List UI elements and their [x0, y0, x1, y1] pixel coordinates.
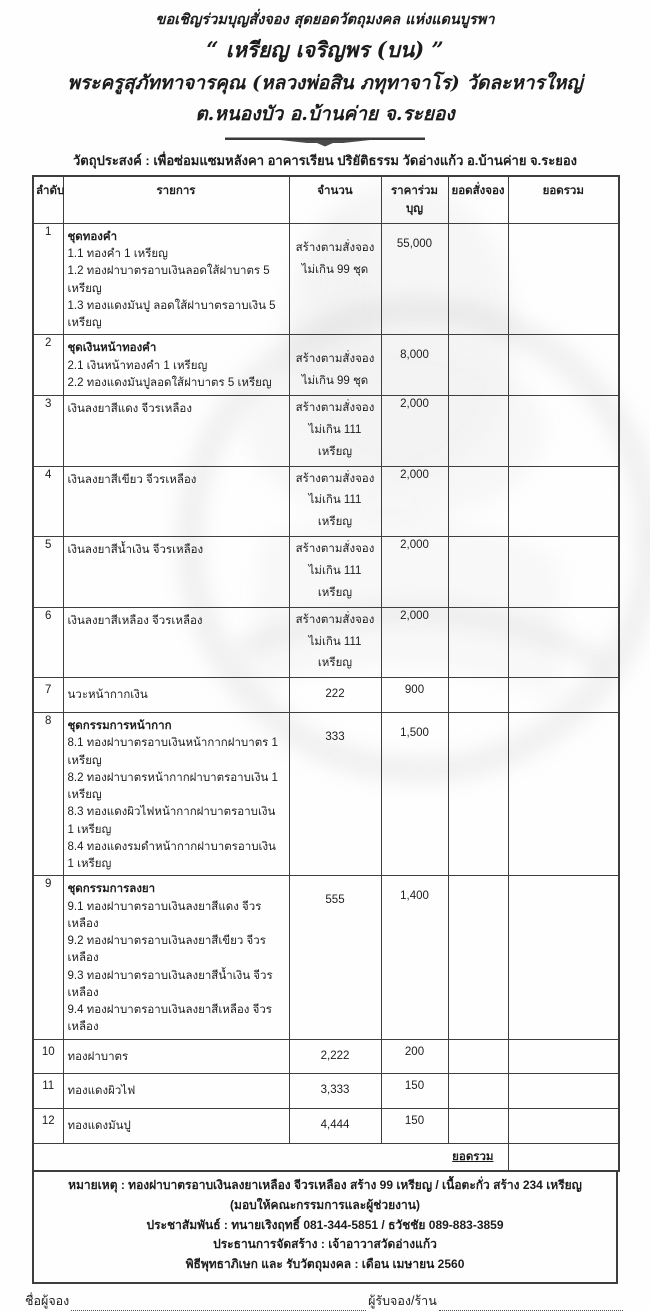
order-amount-cell[interactable]: [448, 876, 508, 1039]
temple-address-line: ต.หนองบัว อ.บ้านค่าย จ.ระยอง: [195, 103, 455, 126]
item-title: เงินลงยาสีเหลือง จีวรเหลือง: [67, 614, 203, 627]
donation-price-cell: 150: [381, 1109, 448, 1144]
quantity-line: สร้างตามสั่งจอง: [295, 472, 375, 485]
table-row: [33, 607, 619, 678]
quantity-cell: [289, 607, 381, 678]
table-row: [33, 678, 619, 713]
quantity-line: สร้างตามสั่งจอง: [295, 402, 375, 415]
quantity-line: ไม่เกิน 99 ชุด: [301, 375, 369, 388]
signature-row: [25, 1291, 625, 1311]
grand-total-label-cell: [33, 1144, 508, 1172]
item-cell: [63, 223, 289, 335]
table-row: [33, 466, 619, 537]
order-amount-cell[interactable]: [448, 678, 508, 713]
row-total-cell[interactable]: [508, 1074, 619, 1109]
row-total-cell[interactable]: [508, 678, 619, 713]
quantity-line: 2,222: [320, 1049, 350, 1062]
item-title: ทองแดงผิวไฟ: [67, 1085, 136, 1098]
donation-price-cell: 150: [381, 1074, 448, 1109]
item-title: ทองแดงมันปู: [67, 1120, 131, 1133]
quantity-cell: [289, 1074, 381, 1109]
sub-item: 1.1 ทองคำ 1 เหรียญ: [67, 248, 168, 261]
column-header: จำนวน: [289, 176, 381, 224]
order-amount-cell[interactable]: [448, 1039, 508, 1074]
quantity-line: 222: [325, 688, 345, 701]
quantity-line: สร้างตามสั่งจอง: [295, 613, 375, 626]
quantity-cell: [289, 223, 381, 335]
row-total-cell[interactable]: [508, 537, 619, 608]
quantity-line: 333: [325, 731, 345, 744]
item-title: เงินลงยาสีเขียว จีวรเหลือง: [67, 473, 197, 486]
quantity-cell: [289, 396, 381, 467]
table-row: [33, 1039, 619, 1074]
column-header: ยอดสั่งจอง: [448, 176, 508, 224]
note-remark: หมายเหตุ : ทองฝาบาตรอาบเงินลงยาเหลือง จีวรเหลือง สร้าง 99 เหรียญ / เนื้อตะกั่ว สร้าง 234 เหรียญ: [68, 1178, 582, 1193]
order-amount-cell[interactable]: [448, 1109, 508, 1144]
quantity-line: ไม่เกิน 111 เหรียญ: [308, 564, 362, 599]
order-amount-cell[interactable]: [448, 1074, 508, 1109]
table-row: [33, 537, 619, 608]
quantity-line: ไม่เกิน 111 เหรียญ: [308, 423, 362, 458]
donation-price-cell: 2,000: [381, 607, 448, 678]
row-number-cell: 10: [33, 1039, 63, 1074]
note-contact: ประชาสัมพันธ์ : ทนายเริงฤทธิ์ 081-344-5851 / ธวัชชัย 089-883-3859: [146, 1217, 504, 1232]
sub-item: 9.2 ทองฝาบาตรอาบเงินลงยาสีเขียว จีวรเหลือง: [67, 935, 266, 965]
item-title: นวะหน้ากากเงิน: [67, 689, 148, 702]
quantity-cell: [289, 1039, 381, 1074]
sub-item: 9.3 ทองฝาบาตรอาบเงินลงยาสีน้ำเงิน จีวรเหลือง: [67, 969, 273, 999]
purpose-line: วัตถุประสงค์ : เพื่อซ่อมแซมหลังคา อาคารเรียน ปริยัติธรรม วัดอ่างแก้ว อ.บ้านค่าย จ.ระยอง: [72, 152, 578, 168]
item-title: ชุดเงินหน้าทองคำ: [67, 342, 157, 355]
quantity-line: 3,333: [320, 1084, 350, 1097]
note-ceremony-date: พิธีพุทธาภิเษก และ รับวัตถุมงคล : เดือน เมษายน 2560: [185, 1257, 465, 1272]
quantity-cell: [289, 713, 381, 876]
table-row: [33, 335, 619, 396]
table-header-row: [33, 176, 619, 224]
note-chairman: ประธานการจัดสร้าง : เจ้าอาวาสวัดอ่างแก้ว: [213, 1237, 437, 1252]
column-header: ลำดับ: [33, 176, 63, 224]
quantity-cell: [289, 537, 381, 608]
notes-box: [32, 1170, 618, 1284]
orderer-name-field[interactable]: [71, 1296, 366, 1311]
row-number-cell: 2: [33, 335, 63, 396]
donation-price-cell: 1,500: [381, 713, 448, 876]
note-committee: (มอบให้คณะกรรมการและผู้ช่วยงาน): [230, 1197, 420, 1212]
row-total-cell[interactable]: [508, 223, 619, 335]
divider-ornament-icon: [225, 134, 425, 147]
order-amount-cell[interactable]: [448, 223, 508, 335]
order-amount-cell[interactable]: [448, 396, 508, 467]
quantity-line: ไม่เกิน 111 เหรียญ: [308, 494, 362, 529]
row-number-cell: 6: [33, 607, 63, 678]
row-number-cell: 11: [33, 1074, 63, 1109]
sub-item: 8.3 ทองแดงผิวไฟหน้ากากฝาบาตรอาบเงิน 1 เหรียญ: [67, 806, 276, 836]
sub-item: 8.1 ทองฝาบาตรอาบเงินหน้ากากฝาบาตร 1 เหรียญ: [67, 737, 278, 767]
quantity-cell: [289, 335, 381, 396]
quantity-cell: [289, 1109, 381, 1144]
row-number-cell: 8: [33, 713, 63, 876]
order-amount-cell[interactable]: [448, 466, 508, 537]
item-cell: [63, 1109, 289, 1144]
quantity-line: 555: [325, 894, 345, 907]
item-title: ชุดกรรมการลงยา: [67, 883, 156, 896]
row-number-cell: 4: [33, 466, 63, 537]
quantity-line: ไม่เกิน 111 เหรียญ: [308, 635, 362, 670]
quantity-cell: [289, 678, 381, 713]
item-cell: [63, 713, 289, 876]
donation-price-cell: 1,400: [381, 876, 448, 1039]
sub-item: 1.3 ทองแดงมันปู ลอดใส้ฝาบาตรอาบเงิน 5 เหรียญ: [67, 299, 276, 330]
item-cell: [63, 1074, 289, 1109]
grand-total-row: [33, 1144, 619, 1172]
item-title: ชุดกรรมการหน้ากาก: [67, 720, 172, 733]
sub-item: 2.2 ทองแดงมันปูลอดใส้ฝาบาตร 5 เหรียญ: [67, 376, 272, 389]
donation-price-cell: 900: [381, 678, 448, 713]
invitation-line: ขอเชิญร่วมบุญสั่งจอง สุดยอดวัตถุมงคล แห่งแดนบูรพา: [155, 11, 495, 28]
table-row: [33, 876, 619, 1039]
row-total-cell[interactable]: [508, 1039, 619, 1074]
row-total-cell[interactable]: [508, 607, 619, 678]
quantity-cell: [289, 876, 381, 1039]
amulet-title: “ เหรียญ เจริญพร (บน) ”: [206, 37, 444, 63]
item-cell: [63, 396, 289, 467]
grand-total-label: ยอดรวม: [452, 1151, 494, 1164]
table-row: [33, 223, 619, 335]
monk-name-line: พระครูสุภัททาจารคุณ (หลวงพ่อสิน ภทุทาจาโร) วัดละหารใหญ่: [67, 72, 583, 95]
row-total-cell[interactable]: [508, 876, 619, 1039]
order-amount-cell[interactable]: [448, 335, 508, 396]
item-cell: [63, 876, 289, 1039]
row-number-cell: 3: [33, 396, 63, 467]
quantity-line: สร้างตามสั่งจอง: [295, 543, 375, 556]
column-header: ยอดรวม: [508, 176, 619, 224]
order-table-wrapper: [32, 175, 618, 1172]
row-total-cell[interactable]: [508, 713, 619, 876]
orderer-name-label: ชื่อผู้จอง: [25, 1294, 70, 1309]
receiver-shop-field[interactable]: [439, 1296, 623, 1311]
order-table: [32, 175, 620, 1172]
item-cell: [63, 335, 289, 396]
item-title: ทองฝาบาตร: [67, 1050, 129, 1063]
order-amount-cell[interactable]: [448, 537, 508, 608]
table-row: [33, 1074, 619, 1109]
donation-price-cell: 2,000: [381, 537, 448, 608]
row-total-cell[interactable]: [508, 335, 619, 396]
item-cell: [63, 466, 289, 537]
quantity-cell: [289, 466, 381, 537]
donation-price-cell: 2,000: [381, 396, 448, 467]
sub-item: 1.2 ทองฝาบาตรอาบเงินลอดใส้ฝาบาตร 5 เหรียญ: [67, 265, 270, 295]
row-number-cell: 7: [33, 678, 63, 713]
column-header: ราคาร่วมบุญ: [381, 176, 448, 224]
sub-item: 8.4 ทองแดงรมดำหน้ากากฝาบาตรอาบเงิน 1 เหรียญ: [67, 840, 276, 871]
item-title: เงินลงยาสีน้ำเงิน จีวรเหลือง: [67, 544, 204, 557]
donation-price-cell: 200: [381, 1039, 448, 1074]
item-title: เงินลงยาสีแดง จีวรเหลือง: [67, 403, 192, 416]
row-number-cell: 9: [33, 876, 63, 1039]
donation-price-cell: 8,000: [381, 335, 448, 396]
quantity-line: ไม่เกิน 99 ชุด: [301, 263, 369, 276]
item-cell: [63, 607, 289, 678]
row-total-cell[interactable]: [508, 396, 619, 467]
table-row: [33, 396, 619, 467]
sub-item: 8.2 ทองฝาบาตรหน้ากากฝาบาตรอาบเงิน 1 เหรียญ: [67, 771, 278, 802]
quantity-line: สร้างตามสั่งจอง: [295, 353, 375, 366]
order-amount-cell[interactable]: [448, 713, 508, 876]
sub-item: 9.4 ทองฝาบาตรอาบเงินลงยาสีเหลือง จีวรเหลือง: [67, 1004, 272, 1034]
donation-price-cell: 55,000: [381, 223, 448, 335]
row-total-cell[interactable]: [508, 1109, 619, 1144]
document-header: [0, 0, 650, 130]
quantity-line: สร้างตามสั่งจอง: [295, 241, 375, 254]
table-row: [33, 713, 619, 876]
item-cell: [63, 1039, 289, 1074]
grand-total-value-cell[interactable]: [508, 1144, 619, 1172]
receiver-shop-label: ผู้รับจอง/ร้าน: [368, 1294, 437, 1309]
item-cell: [63, 537, 289, 608]
sub-item: 9.1 ทองฝาบาตรอาบเงินลงยาสีแดง จีวรเหลือง: [67, 900, 262, 930]
item-title: ชุดทองคำ: [67, 230, 118, 243]
quantity-line: 4,444: [320, 1119, 350, 1132]
sub-item: 2.1 เงินหน้าทองคำ 1 เหรียญ: [67, 359, 208, 372]
row-total-cell[interactable]: [508, 466, 619, 537]
column-header: รายการ: [63, 176, 289, 224]
table-row: [33, 1109, 619, 1144]
donation-price-cell: 2,000: [381, 466, 448, 537]
row-number-cell: 12: [33, 1109, 63, 1144]
row-number-cell: 1: [33, 223, 63, 335]
row-number-cell: 5: [33, 537, 63, 608]
order-table-body: [33, 223, 619, 1171]
item-cell: [63, 678, 289, 713]
order-amount-cell[interactable]: [448, 607, 508, 678]
